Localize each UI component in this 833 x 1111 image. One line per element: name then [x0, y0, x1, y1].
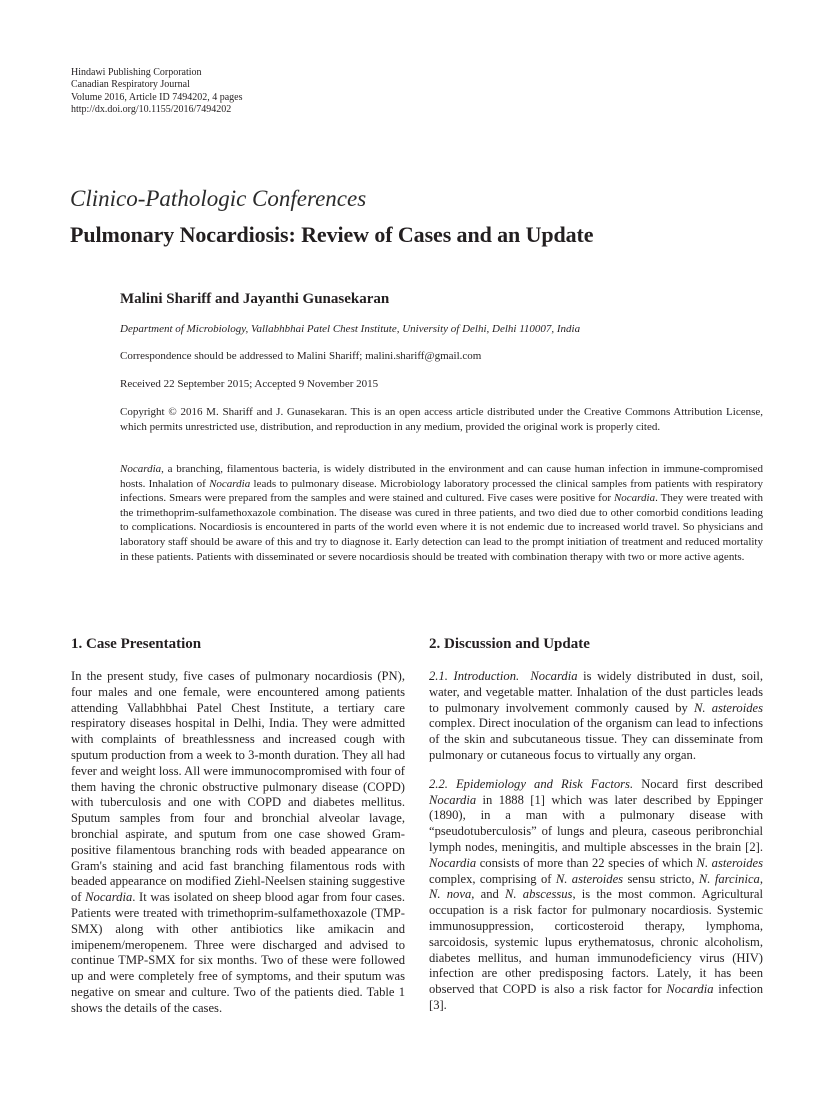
epi-text-6: ,: [759, 871, 763, 886]
epi-text-2: in 1888 [1] which was later described by Eppinger (1890), in a man with a pulmonary disease with “pseudotuberculosis” of lungs and pleura, caseous peribronchial lymph nodes, meningitis, and multiple abscesses in the brain [2].: [429, 792, 763, 854]
intro-text-1: is widely distributed in dust, soil, water, and vegetable matter. Inhalation of the dust particles leads to pulmonary involvement commonly caused by: [429, 669, 764, 715]
volume-info: Volume 2016, Article ID 7494202, 4 pages: [71, 91, 243, 103]
epi-italic-1: Nocardia: [429, 792, 477, 807]
received-accepted-dates: Received 22 September 2015; Accepted 9 November 2015: [120, 378, 379, 390]
epi-italic-6: N. nova: [429, 887, 472, 902]
epidemiology-subheading: 2.2. Epidemiology and Risk Factors.: [429, 776, 634, 791]
left-column: [71, 636, 405, 1017]
introduction-paragraph: [429, 669, 763, 764]
epi-text-8: , is the most common. Agricultural occupation is a risk factor for pulmonary nocardiosis. Systemic immunosuppression, corticosteroid therapy, lymphoma, sarcoidosis, systemic lupus erythematosus, chronic alcoholism, diabetes mellitus, and human immunodeficiency virus (HIV) infection are other predisposing factors. Lately, it has been observed that COPD is also a risk factor for: [429, 887, 763, 997]
publisher: Hindawi Publishing Corporation: [71, 67, 202, 78]
epi-text-1: Nocard first described: [633, 776, 763, 791]
abstract-text-2: leads to pulmonary disease. Microbiology laboratory processed the clinical samples from patients with respiratory infections. Smears were prepared from the samples and were stained and cultured. Five cases were positive for: [120, 477, 763, 505]
journal-header: [71, 67, 242, 117]
epi-text-3: consists of more than 22 species of which: [476, 855, 697, 870]
abstract-italic-2: Nocardia: [209, 477, 251, 490]
epi-italic-5: N. farcinica: [698, 871, 760, 886]
epi-italic-8: Nocardia: [666, 982, 714, 997]
right-column: [429, 636, 763, 1014]
intro-italic-2: N. asteroides: [693, 700, 763, 715]
epi-text-9: infection [3].: [429, 982, 763, 1012]
epi-italic-3: N. asteroides: [696, 855, 763, 870]
epi-italic-7: N. abscessus: [505, 887, 573, 902]
intro-text-2: complex. Direct inoculation of the organism can lead to infections of the skin and subcutaneous tissue. They can disseminate from pulmonary or cutaneous focus to virtually any organ.: [429, 716, 763, 762]
authors: Malini Shariff and Jayanthi Gunasekaran: [120, 291, 390, 307]
abstract-text-3: . They were treated with the trimethoprim-sulfamethoxazole combination. The disease was cured in three patients, and two died due to other comorbid conditions leading to complications. Nocardiosis is encountered in parts of the world even where it is not endemic due to increased world travel. So physicians and laboratory staff should be aware of this and try to diagnose it. Early detection can lead to the prompt initiation of treatment and reduced mortality in these patients. Patients with disseminated or severe nocardiosis should be treated with combination therapy with two or more active agents.: [120, 492, 763, 563]
abstract-text-1: , a branching, filamentous bacteria, is widely distributed in the environment and can cause human infection in immune-compromised hosts. Inhalation of: [120, 463, 763, 490]
article-title: Pulmonary Nocardiosis: Review of Cases and an Update: [70, 222, 594, 247]
epi-italic-4: N. asteroides: [555, 871, 624, 886]
abstract: [120, 462, 763, 564]
copyright-notice: Copyright © 2016 M. Shariff and J. Gunasekaran. This is an open access article distributed under the Creative Commons Attribution License, which permits unrestricted use, distribution, and reproduction in any medium, provided the original work is properly cited.: [120, 406, 763, 433]
abstract-italic-3: Nocardia: [613, 492, 656, 505]
intro-italic-1: Nocardia: [530, 669, 578, 683]
introduction-subheading: 2.1. Introduction.: [429, 669, 520, 683]
epi-text-7: , and: [471, 887, 506, 902]
section-label: Clinico-Pathologic Conferences: [70, 186, 367, 211]
doi-link[interactable]: http://dx.doi.org/10.1155/2016/7494202: [71, 104, 232, 116]
epidemiology-paragraph: [429, 777, 763, 1014]
discussion-heading: 2. Discussion and Update: [429, 636, 590, 652]
case-presentation-heading: 1. Case Presentation: [71, 636, 202, 652]
epi-text-4: complex, comprising of: [429, 871, 556, 886]
case-italic-1: Nocardia: [85, 890, 133, 905]
abstract-italic-1: Nocardia: [120, 463, 162, 475]
epi-text-5: sensu stricto,: [623, 871, 699, 886]
affiliation: Department of Microbiology, Vallabhbhai Patel Chest Institute, University of Delhi, Delhi 110007, India: [120, 323, 581, 335]
journal-name: Canadian Respiratory Journal: [71, 79, 190, 91]
case-presentation-paragraph: [71, 669, 405, 1017]
correspondence: Correspondence should be addressed to Malini Shariff; malini.shariff@gmail.com: [120, 350, 482, 362]
epi-italic-2: Nocardia: [429, 855, 477, 870]
case-text-1: In the present study, five cases of pulmonary nocardiosis (PN), four males and one female, were encountered among patients attending Vallabhbhai Patel Chest Institute, a tertiary care respiratory diseases hospital in Delhi, India. They were admitted with complaints of breathlessness and increased cough with sputum production from a week to 3-month duration. They all had fever and weight loss. All were immunocompromised with four of them having the chronic obstructive pulmonary disease (COPD) with tuberculosis and one with COPD and diabetes mellitus. Sputum samples from four and bronchial alveolar lavage, bronchial aspirate, and sputum from one case showed Gram-positive filamentous branching rods with beaded appearance on Gram's staining and acid fast branching filamentous rods with beaded appearance on modified Ziehl-Neelsen staining suggestive of: [71, 669, 405, 905]
case-text-2: . It was isolated on sheep blood agar from four cases. Patients were treated with trimethoprim-sulfamethoxazole (TMP-SMX) along with other antibiotics like amikacin and imipenem/meropenem. Three were discharged and advised to continue TMP-SMX for six months. Two of these were followed up and were completely free of symptoms, and their sputum was negative on smear and culture. Two of the patients died. Table 1 shows the details of the cases.: [71, 890, 405, 1015]
